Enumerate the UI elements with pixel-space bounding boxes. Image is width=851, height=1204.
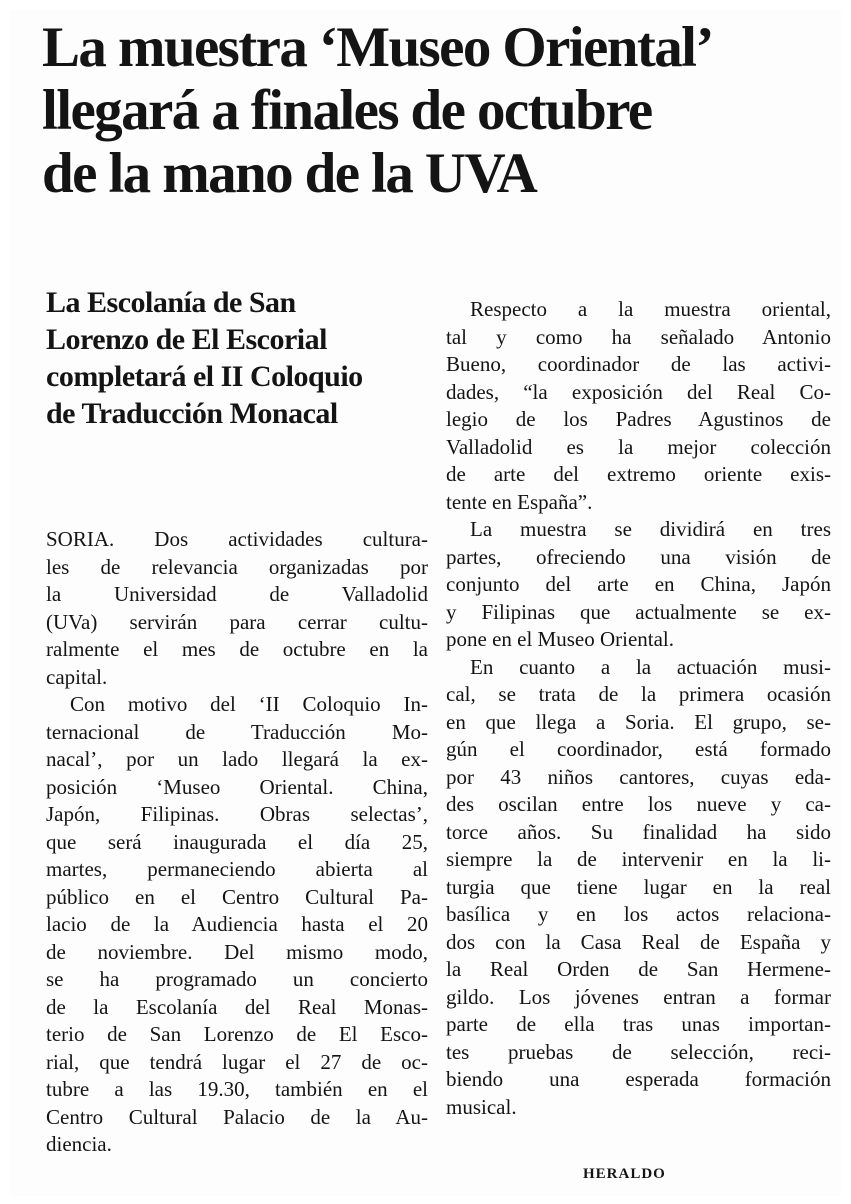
text-line: y Filipinas que actualmente se ex- [446, 599, 831, 624]
paragraph [446, 654, 831, 1122]
text-line: les de relevancia organizadas por [46, 554, 428, 579]
text-line: Bueno, coordinador de las activi- [446, 352, 831, 376]
text-line: capital. [46, 664, 108, 689]
text-line: siempre la de intervenir en la li- [446, 847, 831, 871]
headline [42, 16, 842, 205]
subheadline-line: Lorenzo de El Escorial [46, 323, 327, 356]
text-line: posición ‘Museo Oriental. China, [46, 774, 428, 799]
text-line: ralmente el mes de octubre en la [46, 637, 428, 661]
text-line: por 43 niños cantores, cuyas eda- [446, 764, 831, 789]
text-line: de arte del extremo oriente exis- [446, 462, 831, 486]
text-line: tubre a las 19.30, también en el [46, 1077, 428, 1101]
text-line: lacio de la Audiencia hasta el 20 [46, 912, 428, 936]
text-line: conjunto del arte en China, Japón [446, 572, 831, 596]
text-line: gildo. Los jóvenes entran a formar [446, 984, 831, 1009]
subheadline-line: La Escolanía de San [46, 286, 296, 319]
text-line: tes pruebas de selección, reci- [446, 1039, 831, 1064]
headline-line: La muestra ‘Museo Oriental’ [42, 16, 713, 79]
text-line: partes, ofreciendo una visión de [446, 544, 831, 569]
subheadline [46, 284, 446, 432]
text-line: (UVa) servirán para cerrar cultu- [46, 609, 428, 634]
text-line: la Real Orden de San Hermene- [446, 957, 831, 981]
text-line: biendo una esperada formación [446, 1067, 831, 1091]
text-line: cal, se trata de la primera ocasión [446, 682, 831, 706]
text-line: Valladolid es la mejor colección [446, 434, 831, 459]
subheadline-line: completará el II Coloquio [46, 360, 363, 393]
text-line: Con motivo del ‘II Coloquio In- [70, 692, 428, 716]
text-line: dos con la Casa Real de España y [446, 929, 831, 954]
text-line: tal y como ha señalado Antonio [446, 324, 831, 349]
text-line: de la Escolanía del Real Monas- [46, 994, 428, 1019]
text-line: La muestra se dividirá en tres [470, 517, 831, 541]
headline-line: llegará a finales de octubre [42, 79, 652, 142]
text-line: martes, permaneciendo abierta al [46, 857, 428, 881]
article-column-left [46, 526, 428, 1159]
text-line: dades, “la exposición del Real Co- [446, 379, 831, 404]
text-line: torce años. Su finalidad ha sido [446, 819, 831, 844]
text-line: de noviembre. Del mismo modo, [46, 939, 428, 964]
paragraph [46, 691, 428, 1159]
text-line: En cuanto a la actuación musi- [470, 654, 831, 679]
text-line: se ha programado un concierto [46, 967, 428, 991]
text-line: musical. [446, 1094, 517, 1119]
text-line: gún el coordinador, está formado [446, 737, 831, 761]
paragraph [446, 296, 831, 516]
text-line: legio de los Padres Agustinos de [446, 407, 831, 431]
text-line: des oscilan entre los nueve y ca- [446, 792, 831, 816]
text-line: que será inaugurada el día 25, [46, 829, 428, 854]
article-column-right [446, 296, 831, 1121]
text-line: ternacional de Traducción Mo- [46, 719, 428, 744]
text-line: SORIA. Dos actividades cultura- [46, 527, 428, 551]
text-line: Japón, Filipinas. Obras selectas’, [46, 802, 428, 826]
text-line: diencia. [46, 1132, 112, 1156]
text-line: público en el Centro Cultural Pa- [46, 884, 428, 909]
text-line: pone en el Museo Oriental. [446, 627, 675, 651]
headline-line: de la mano de la UVA [42, 142, 537, 205]
text-line: tente en España”. [446, 489, 593, 514]
text-line: nacal’, por un lado llegará la ex- [46, 747, 428, 771]
text-line: Respecto a la muestra oriental, [470, 297, 831, 321]
paragraph [446, 516, 831, 654]
subheadline-line: de Traducción Monacal [46, 397, 338, 430]
text-line: la Universidad de Valladolid [46, 582, 428, 606]
text-line: rial, que tendrá lugar el 27 de oc- [46, 1049, 428, 1074]
text-line: en que llega a Soria. El grupo, se- [446, 709, 831, 734]
text-line: terio de San Lorenzo de El Esco- [46, 1022, 428, 1046]
paragraph [46, 526, 428, 691]
text-line: basílica y en los actos relaciona- [446, 902, 831, 926]
text-line: Centro Cultural Palacio de la Au- [46, 1104, 428, 1129]
source-signature: HERALDO [583, 1166, 666, 1182]
text-line: parte de ella tras unas importan- [446, 1012, 831, 1036]
text-line: turgia que tiene lugar en la real [446, 874, 831, 899]
